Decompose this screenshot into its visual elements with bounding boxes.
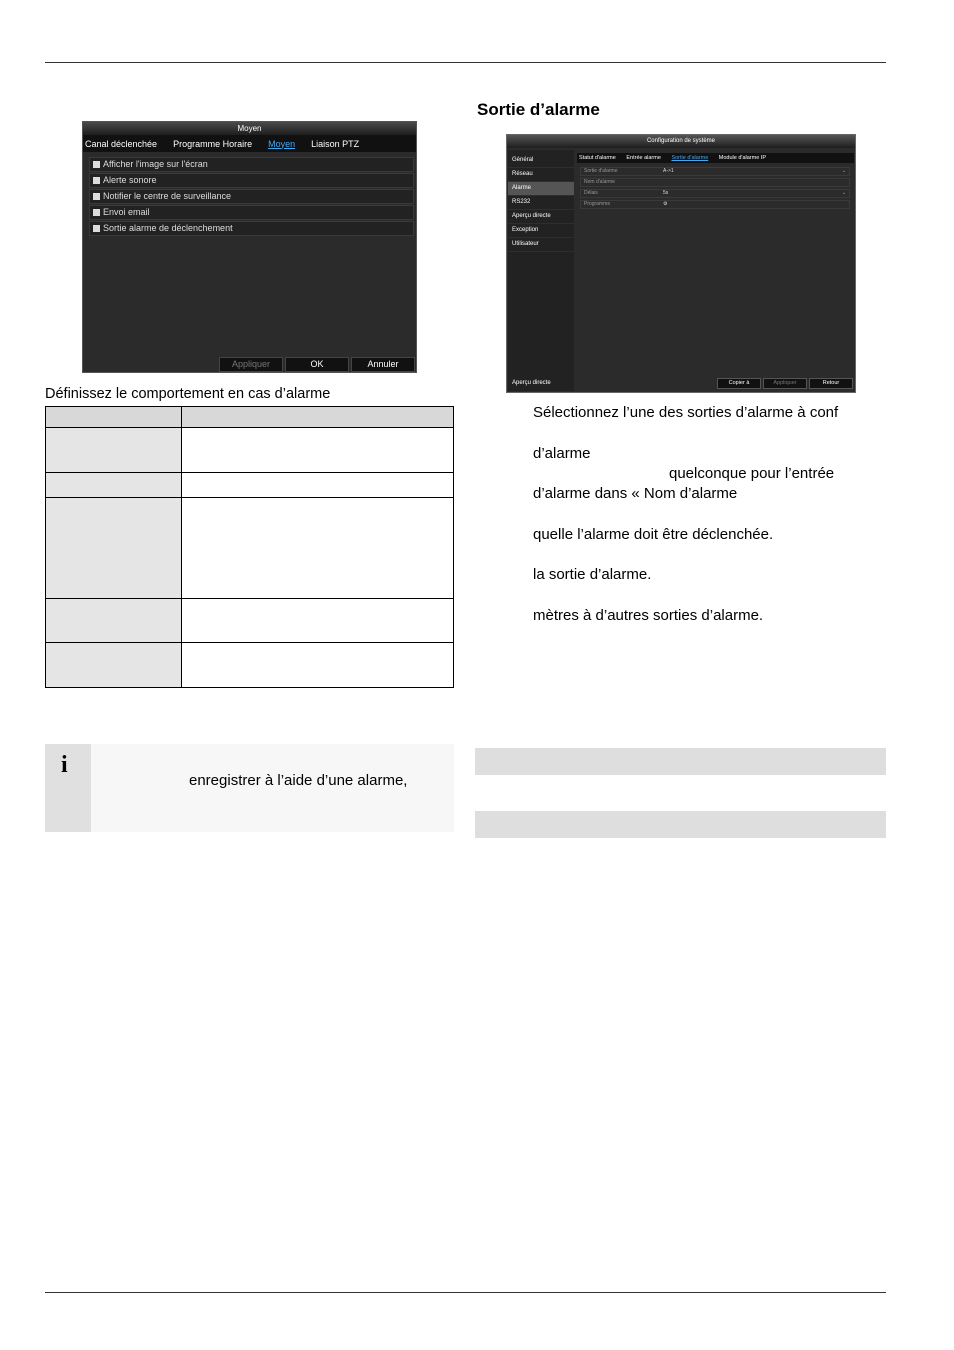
field-label: Délais bbox=[584, 190, 598, 196]
copy-button[interactable]: Copier à bbox=[717, 378, 761, 389]
chevron-down-icon[interactable]: ⌄ bbox=[841, 190, 846, 196]
sidebar-item-utilisateur[interactable]: Utilisateur bbox=[508, 238, 574, 252]
sidebar-item-alarme[interactable]: Alarme bbox=[508, 182, 574, 196]
option-row[interactable] bbox=[89, 173, 414, 188]
behaviour-table bbox=[45, 406, 454, 688]
sidebar-bottom-apercu[interactable]: Aperçu directe bbox=[512, 380, 551, 386]
step-text: quelle l’alarme doit être déclenchée. bbox=[533, 526, 774, 543]
field-value: A->1 bbox=[663, 168, 674, 174]
tab-module-alarme-ip[interactable]: Module d'alarme IP bbox=[718, 155, 767, 161]
field-label: Programme bbox=[584, 201, 611, 207]
dialog-title: Moyen bbox=[83, 122, 416, 135]
apply-button[interactable]: Appliquer bbox=[763, 378, 807, 389]
field-sortie-alarme[interactable] bbox=[580, 167, 850, 176]
field-programme[interactable] bbox=[580, 200, 850, 209]
tab-liaison-ptz[interactable]: Liaison PTZ bbox=[311, 138, 360, 149]
tab-bar bbox=[83, 135, 416, 152]
cancel-button[interactable]: Annuler bbox=[351, 357, 415, 372]
step-text: d’alarme dans « Nom d’alarme bbox=[533, 485, 738, 502]
config-dialog bbox=[506, 134, 856, 393]
footer-rule bbox=[45, 1292, 886, 1293]
sidebar-item-rs232[interactable]: RS232 bbox=[508, 196, 574, 210]
config-sidebar bbox=[508, 150, 574, 391]
field-delais[interactable] bbox=[580, 189, 850, 198]
field-nom-alarme[interactable] bbox=[580, 178, 850, 187]
sidebar-item-general[interactable]: Général bbox=[508, 154, 574, 168]
config-tab-bar bbox=[577, 153, 854, 163]
checkbox[interactable] bbox=[93, 177, 100, 184]
gear-icon[interactable]: ⚙ bbox=[663, 201, 668, 207]
table-row bbox=[46, 599, 454, 643]
grey-bar bbox=[475, 811, 886, 838]
checkbox[interactable] bbox=[93, 161, 100, 168]
step-text: la sortie d’alarme. bbox=[533, 566, 652, 583]
table-row bbox=[46, 498, 454, 599]
option-label: Alerte sonore bbox=[103, 175, 157, 185]
option-label: Envoi email bbox=[103, 207, 150, 217]
step-text: quelconque pour l’entrée bbox=[669, 465, 835, 482]
option-row[interactable] bbox=[89, 221, 414, 236]
checkbox[interactable] bbox=[93, 193, 100, 200]
option-row[interactable] bbox=[89, 205, 414, 220]
back-button[interactable]: Retour bbox=[809, 378, 853, 389]
step-text: mètres à d’autres sorties d’alarme. bbox=[533, 607, 764, 624]
sidebar-item-exception[interactable]: Exception bbox=[508, 224, 574, 238]
tab-programme-horaire[interactable]: Programme Horaire bbox=[173, 138, 253, 149]
table-header-row bbox=[46, 407, 454, 428]
tab-moyen[interactable]: Moyen bbox=[268, 138, 296, 149]
caption-left: Définissez le comportement en cas d’alarme bbox=[45, 386, 331, 402]
info-box bbox=[45, 744, 454, 832]
chevron-down-icon[interactable]: ⌄ bbox=[841, 168, 846, 174]
step-text: d’alarme bbox=[533, 445, 591, 462]
info-text: enregistrer à l’aide d’une alarme, bbox=[189, 772, 408, 789]
field-label: Sortie d'alarme bbox=[584, 168, 618, 174]
apply-button[interactable]: Appliquer bbox=[219, 357, 283, 372]
tab-entree-alarme[interactable]: Entrée alarme bbox=[626, 155, 661, 161]
option-row[interactable] bbox=[89, 157, 414, 172]
sidebar-item-reseau[interactable]: Réseau bbox=[508, 168, 574, 182]
table-row bbox=[46, 643, 454, 688]
ok-button[interactable]: OK bbox=[285, 357, 349, 372]
dialog-title: Configuration de système bbox=[507, 135, 855, 148]
checkbox[interactable] bbox=[93, 209, 100, 216]
tab-canal-declenchee[interactable]: Canal déclenchée bbox=[85, 138, 158, 149]
field-value: 5s bbox=[663, 190, 669, 196]
checkbox[interactable] bbox=[93, 225, 100, 232]
option-row[interactable] bbox=[89, 189, 414, 204]
grey-bar bbox=[475, 748, 886, 775]
field-label: Nom d'alarme bbox=[584, 179, 615, 185]
table-row bbox=[46, 473, 454, 498]
header-rule bbox=[45, 62, 886, 63]
option-label: Sortie alarme de déclenchement bbox=[103, 223, 233, 233]
sidebar-item-apercu[interactable]: Aperçu directe bbox=[508, 210, 574, 224]
option-label: Afficher l'image sur l'écran bbox=[103, 159, 208, 169]
option-label: Notifier le centre de surveillance bbox=[103, 191, 232, 201]
table-row bbox=[46, 428, 454, 473]
tab-statut-alarme[interactable]: Statut d'alarme bbox=[579, 155, 616, 161]
step-text: Sélectionnez l’une des sorties d’alarme à conf bbox=[533, 404, 839, 421]
tab-sortie-alarme[interactable]: Sortie d'alarme bbox=[671, 155, 709, 161]
moyen-dialog bbox=[82, 121, 417, 373]
info-icon: i bbox=[61, 752, 68, 778]
section-title: Sortie d’alarme bbox=[477, 100, 600, 119]
